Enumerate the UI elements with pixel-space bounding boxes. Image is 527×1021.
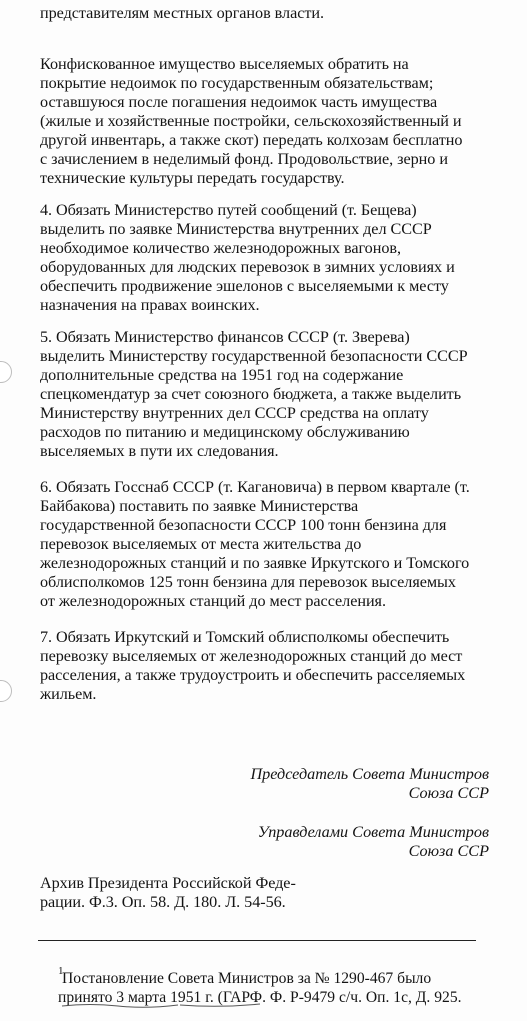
hole-punch — [0, 680, 12, 702]
signature-title: Управделами Совета Министров — [257, 823, 489, 841]
text-line: жильем. — [40, 685, 97, 703]
text-line: оборудованных для людских перевозок в зимних условиях и — [40, 258, 455, 276]
text-line: железнодорожных станций и по заявке Иркутского и Томского — [40, 554, 470, 572]
text-line: 7. Обязать Иркутский и Томский облисполкомы обеспечить — [40, 628, 450, 646]
text-line: от железнодорожных станций до мест расселения. — [40, 592, 386, 610]
footnote-marker: 1 — [58, 965, 64, 977]
text-line: 6. Обязать Госснаб СССР (т. Кагановича) в первом квартале (т. — [40, 478, 470, 496]
text-line: выселяемых в пути их следования. — [40, 442, 279, 460]
text-line: перевозок выселяемых от места жительства до — [40, 535, 362, 553]
text-line: обеспечить продвижение эшелонов с выселяемыми к месту — [40, 277, 449, 295]
text-line: расходов по питанию и медицинскому обслуживанию — [40, 423, 410, 441]
text-line: с зачислением в неделимый фонд. Продовольствие, зерно и — [40, 150, 448, 168]
text-line: облисполкомов 125 тонн бензина для перевозок выселяемых — [40, 573, 456, 591]
text-line: дополнительные средства на 1951 год на содержание — [40, 366, 404, 384]
text-line: (жилые и хозяйственные постройки, сельскохозяйственный и — [40, 112, 462, 130]
text-line: расселения, а также трудоустроить и обеспечить расселяемых — [40, 666, 466, 684]
text-line: оставшуюся после погашения недоимок часть имущества — [40, 93, 438, 111]
text-line: назначения на правах воинских. — [40, 296, 260, 314]
text-line: перевозку выселяемых от железнодорожных станций до мест — [40, 647, 463, 665]
text-line: Байбакова) поставить по заявке Министерства — [40, 497, 359, 515]
text-line: государственной безопасности СССР 100 тонн бензина для — [40, 516, 447, 534]
footnote-text: принято 3 марта 1951 г. (ГАРФ. Ф. Р-9479 с/ч. Оп. 1с, Д. 925. — [58, 989, 462, 1006]
signature-title: Союза ССР — [408, 842, 489, 860]
text-line: покрытие недоимок по государственным обязательствам; — [40, 74, 434, 92]
text-line: Министерству внутренних дел СССР средства на оплату — [40, 404, 429, 422]
text-line: представителям местных органов власти. — [40, 4, 324, 22]
archive-reference: рации. Ф.3. Оп. 58. Д. 180. Л. 54-56. — [40, 893, 286, 911]
pencil-underline — [60, 996, 320, 1012]
text-line: 4. Обязать Министерство путей сообщений (т. Бещева) — [40, 201, 417, 219]
text-line: выделить Министерству государственной безопасности СССР — [40, 347, 468, 365]
text-line: технические культуры передать государству. — [40, 169, 345, 187]
text-line: спецкомендатур за счет союзного бюджета, а также выделить — [40, 385, 462, 403]
footnote-separator — [38, 940, 476, 941]
footnote-text: Постановление Совета Министров за № 1290-467 было — [62, 970, 432, 987]
archive-reference: Архив Президента Российской Феде- — [40, 874, 296, 892]
text-line: другой инвентарь, а также скот) передать колхозам бесплатно — [40, 131, 463, 149]
text-line: выделить по заявке Министерства внутренних дел СССР — [40, 220, 432, 238]
signature-title: Союза ССР — [408, 784, 489, 802]
signature-title: Председатель Совета Министров — [250, 765, 489, 783]
text-line: Конфискованное имущество выселяемых обратить на — [40, 55, 409, 73]
text-line: 5. Обязать Министерство финансов СССР (т. Зверева) — [40, 328, 410, 346]
hole-punch — [0, 361, 12, 383]
text-line: необходимое количество железнодорожных вагонов, — [40, 239, 401, 257]
